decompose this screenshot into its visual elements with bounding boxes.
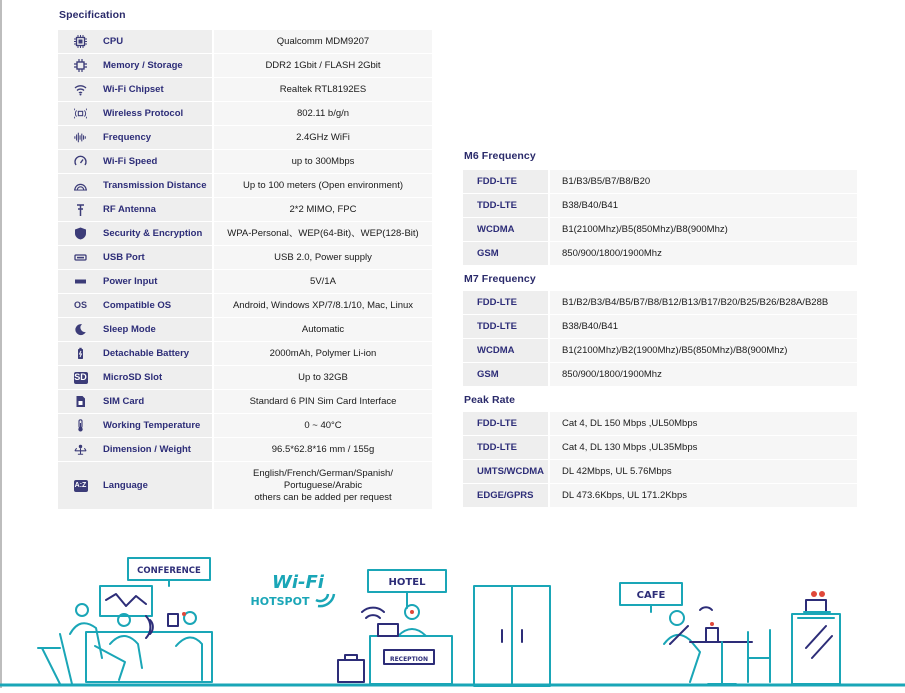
spec-icon-cell (58, 318, 103, 341)
peak-rate-row (463, 484, 857, 507)
spec-label: Working Temperature (103, 420, 201, 431)
spec-row (58, 30, 432, 53)
specification-table (58, 30, 432, 510)
scale-icon (74, 443, 87, 456)
m6-frequency-row (463, 170, 857, 193)
m7-frequency-band-value: B1/B2/B3/B4/B5/B7/B8/B12/B13/B17/B20/B25/B26/B28A/B28B (548, 291, 857, 314)
spec-label: CPU (103, 36, 124, 47)
peak-rate-row (463, 412, 857, 435)
spec-icon-cell (58, 462, 103, 509)
spec-row (58, 78, 432, 101)
m7-frequency-band-value: B38/B40/B41 (548, 315, 857, 338)
m6-frequency-title: M6 Frequency (464, 150, 536, 162)
spec-label: Wireless Protocol (103, 108, 184, 119)
spec-label: RF Antenna (103, 204, 156, 215)
spec-label: Compatible OS (103, 300, 172, 311)
m6-frequency-band-value: B1(2100Mhz)/B5(850Mhz)/B8(900Mhz) (548, 218, 857, 241)
spec-row (58, 462, 432, 509)
spec-value: Realtek RTL8192ES (212, 78, 432, 101)
spec-icon-cell (58, 270, 103, 293)
spec-value: 2.4GHz WiFi (212, 126, 432, 149)
m6-frequency-row (463, 242, 857, 265)
spec-icon-cell (58, 126, 103, 149)
spec-icon-cell (58, 150, 103, 173)
spec-row (58, 438, 432, 461)
m6-frequency-band-label: GSM (477, 248, 499, 259)
antenna-icon (74, 203, 87, 216)
sd-card-icon: SD (74, 372, 87, 382)
m6-frequency-row (463, 218, 857, 241)
m6-frequency-band-value: B1/B3/B5/B7/B8/B20 (548, 170, 857, 193)
reception-label-text: RECEPTION (389, 656, 429, 663)
spec-label: Frequency (103, 132, 152, 143)
spec-value: Up to 32GB (212, 366, 432, 389)
cafe-sign-text: CAFE (636, 590, 666, 601)
spec-row (58, 174, 432, 197)
spec-icon-cell (58, 390, 103, 413)
spec-value: 802.11 b/g/n (212, 102, 432, 125)
spec-label: Power Input (103, 276, 158, 287)
m7-frequency-band-label: WCDMA (477, 345, 515, 356)
spec-row (58, 246, 432, 269)
wireless-signal-icon (74, 107, 87, 120)
spec-label: Dimension / Weight (103, 444, 191, 455)
spec-value: 2*2 MIMO, FPC (212, 198, 432, 221)
peak-rate-band-label: UMTS/WCDMA (477, 466, 545, 477)
spec-label: Security & Encryption (103, 228, 203, 239)
usage-scenes-illustration (0, 548, 905, 688)
wifi-wave-icon (316, 594, 328, 601)
spec-value: Android, Windows XP/7/8.1/10, Mac, Linux (212, 294, 432, 317)
battery-icon (74, 347, 87, 360)
m6-frequency-band-label: WCDMA (477, 224, 515, 235)
m6-frequency-row (463, 194, 857, 217)
m7-frequency-band-value: 850/900/1800/1900Mhz (548, 363, 857, 386)
spec-row (58, 366, 432, 389)
spec-label: Transmission Distance (103, 180, 207, 191)
spec-row (58, 318, 432, 341)
sim-card-icon (74, 395, 87, 408)
spec-icon-cell (58, 414, 103, 437)
os-icon: OS (74, 300, 88, 310)
m6-frequency-band-value: B38/B40/B41 (548, 194, 857, 217)
spec-row (58, 390, 432, 413)
speedometer-icon (74, 155, 87, 168)
m6-frequency-band-label: TDD-LTE (477, 200, 517, 211)
m7-frequency-band-label: GSM (477, 369, 499, 380)
power-bar-icon (74, 275, 87, 288)
spec-row (58, 222, 432, 245)
spec-value: 96.5*62.8*16 mm / 155g (212, 438, 432, 461)
cpu-icon (74, 35, 87, 48)
spec-icon-cell (58, 366, 103, 389)
spec-icon-cell (58, 438, 103, 461)
specification-title: Specification (59, 9, 126, 21)
peak-rate-table (463, 412, 857, 508)
scene-svg (0, 548, 905, 688)
m7-frequency-row (463, 339, 857, 362)
spec-value: Automatic (212, 318, 432, 341)
moon-icon (74, 323, 87, 336)
m7-frequency-row (463, 291, 857, 314)
spec-icon-cell (58, 342, 103, 365)
m6-frequency-table (463, 170, 857, 266)
thermometer-icon (74, 419, 87, 432)
shield-icon (74, 227, 87, 240)
wifi-logo-text: Wi-Fi (272, 572, 324, 593)
spec-value: Up to 100 meters (Open environment) (212, 174, 432, 197)
m7-frequency-table (463, 291, 857, 387)
m7-frequency-row (463, 363, 857, 386)
spec-icon-cell (58, 198, 103, 221)
spec-label: Wi-Fi Speed (103, 156, 158, 167)
spec-row (58, 414, 432, 437)
spec-value: 5V/1A (212, 270, 432, 293)
language-icon: A:Z (74, 480, 88, 492)
hotspot-label: HOTSPOT (250, 595, 310, 608)
spec-value: up to 300Mbps (212, 150, 432, 173)
spec-row (58, 198, 432, 221)
spec-value: English/French/German/Spanish/ Portuguese/Arabic others can be added per request (212, 462, 432, 509)
spec-row (58, 150, 432, 173)
spec-value: USB 2.0, Power supply (212, 246, 432, 269)
spec-label: Language (103, 480, 148, 491)
m6-frequency-band-value: 850/900/1800/1900Mhz (548, 242, 857, 265)
range-arc-icon (74, 179, 87, 192)
spec-row (58, 270, 432, 293)
memory-chip-icon (74, 59, 87, 72)
peak-rate-band-value: DL 473.6Kbps, UL 171.2Kbps (548, 484, 857, 507)
spec-row (58, 294, 432, 317)
spec-value: DDR2 1Gbit / FLASH 2Gbit (212, 54, 432, 77)
peak-rate-band-label: FDD-LTE (477, 418, 517, 429)
spec-label: SIM Card (103, 396, 145, 407)
spec-label: Sleep Mode (103, 324, 156, 335)
spec-label: Wi-Fi Chipset (103, 84, 164, 95)
spec-value: Qualcomm MDM9207 (212, 30, 432, 53)
peak-rate-title: Peak Rate (464, 394, 516, 406)
conference-sign-text: CONFERENCE (137, 566, 201, 576)
spec-label: Detachable Battery (103, 348, 190, 359)
spec-icon-cell (58, 30, 103, 53)
m7-frequency-band-value: B1(2100Mhz)/B2(1900Mhz)/B5(850Mhz)/B8(900Mhz) (548, 339, 857, 362)
peak-rate-band-value: Cat 4, DL 130 Mbps ,UL35Mbps (548, 436, 857, 459)
spec-value: 2000mAh, Polymer Li-ion (212, 342, 432, 365)
m7-frequency-band-label: TDD-LTE (477, 321, 517, 332)
spec-label: Memory / Storage (103, 60, 183, 71)
peak-rate-row (463, 436, 857, 459)
spec-row (58, 126, 432, 149)
m7-frequency-row (463, 315, 857, 338)
peak-rate-band-label: TDD-LTE (477, 442, 517, 453)
cafe-counter (792, 614, 840, 684)
peak-rate-band-value: Cat 4, DL 150 Mbps ,UL50Mbps (548, 412, 857, 435)
presentation-screen (100, 586, 152, 616)
spec-row (58, 54, 432, 77)
m6-frequency-band-label: FDD-LTE (477, 176, 517, 187)
spec-icon-cell (58, 294, 103, 317)
spec-label: MicroSD Slot (103, 372, 163, 383)
m7-frequency-band-label: FDD-LTE (477, 297, 517, 308)
spec-value: WPA-Personal、WEP(64-Bit)、WEP(128-Bit) (212, 222, 432, 245)
peak-rate-band-value: DL 42Mbps, UL 5.76Mbps (548, 460, 857, 483)
wifi-icon (74, 83, 87, 96)
spec-icon-cell (58, 222, 103, 245)
spec-icon-cell (58, 78, 103, 101)
spec-icon-cell (58, 54, 103, 77)
frequency-wave-icon (74, 131, 87, 144)
spec-row (58, 342, 432, 365)
usb-port-icon (74, 251, 87, 264)
spec-label: USB Port (103, 252, 145, 263)
spec-row (58, 102, 432, 125)
hotel-sign-text: HOTEL (388, 577, 426, 588)
spec-value: Standard 6 PIN Sim Card Interface (212, 390, 432, 413)
spec-icon-cell (58, 102, 103, 125)
spec-icon-cell (58, 174, 103, 197)
peak-rate-row (463, 460, 857, 483)
peak-rate-band-label: EDGE/GPRS (477, 490, 534, 501)
spec-value: 0 ~ 40°C (212, 414, 432, 437)
m7-frequency-title: M7 Frequency (464, 273, 536, 285)
spec-icon-cell (58, 246, 103, 269)
